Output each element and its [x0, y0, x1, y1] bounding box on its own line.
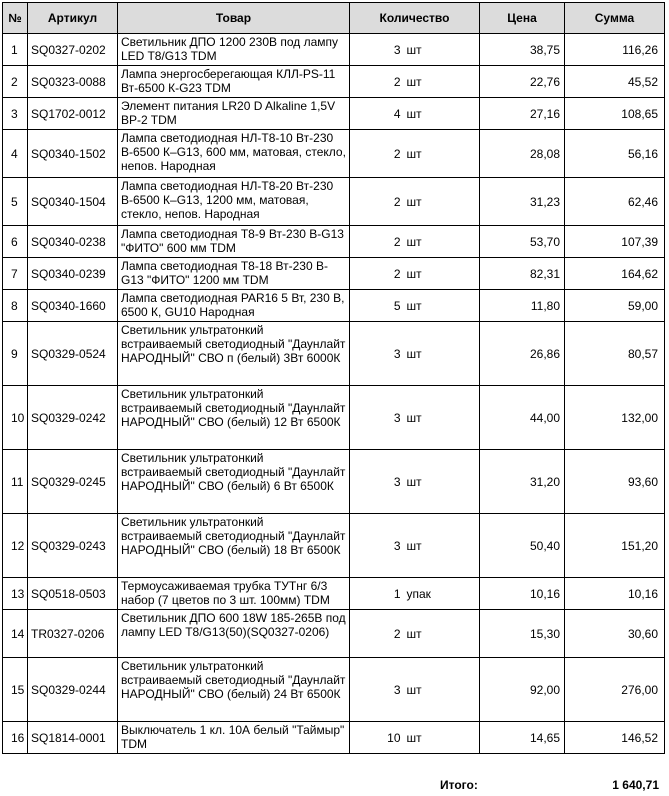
cell-num: 2	[3, 66, 28, 98]
table-row	[3, 450, 665, 514]
cell-price: 92,00	[480, 658, 565, 722]
cell-article: SQ0329-0245	[28, 450, 118, 514]
cell-product: Светильник ультратонкий встраиваемый светодиодный "Даунлайт НАРОДНЫЙ" СВО (белый) 12 Вт 6500К	[118, 386, 350, 450]
cell-num: 15	[3, 658, 28, 722]
cell-num: 4	[3, 130, 28, 178]
cell-quantity: 1	[350, 578, 405, 610]
cell-price: 26,86	[480, 322, 565, 386]
cell-product: Светильник ДПО 1200 230В под лампу LED T8/G13 TDM	[118, 34, 350, 66]
cell-sum: 164,62	[565, 258, 665, 290]
cell-sum: 108,65	[565, 98, 665, 130]
cell-article: SQ0340-0239	[28, 258, 118, 290]
cell-unit: шт	[405, 722, 480, 754]
cell-article: SQ0340-1660	[28, 290, 118, 322]
cell-quantity: 2	[350, 66, 405, 98]
cell-num: 16	[3, 722, 28, 754]
cell-product: Лампа энергосберегающая КЛЛ-PS-11 Вт-6500 К-G23 TDM	[118, 66, 350, 98]
cell-num: 12	[3, 514, 28, 578]
table-body	[3, 34, 665, 754]
cell-product: Элемент питания LR20 D Alkaline 1,5V BP-2 TDM	[118, 98, 350, 130]
cell-article: SQ0518-0503	[28, 578, 118, 610]
cell-num: 8	[3, 290, 28, 322]
cell-price: 38,75	[480, 34, 565, 66]
total-label: Итого:	[440, 778, 478, 792]
cell-quantity: 2	[350, 610, 405, 658]
cell-price: 28,08	[480, 130, 565, 178]
table-row	[3, 722, 665, 754]
cell-unit: шт	[405, 514, 480, 578]
table-row	[3, 386, 665, 450]
cell-price: 11,80	[480, 290, 565, 322]
cell-num: 7	[3, 258, 28, 290]
cell-sum: 56,16	[565, 130, 665, 178]
invoice-table	[2, 2, 665, 754]
header-product: Товар	[118, 3, 350, 34]
cell-num: 10	[3, 386, 28, 450]
table-row	[3, 34, 665, 66]
cell-quantity: 3	[350, 34, 405, 66]
cell-article: SQ0340-1502	[28, 130, 118, 178]
cell-price: 27,16	[480, 98, 565, 130]
cell-quantity: 2	[350, 226, 405, 258]
cell-sum: 10,16	[565, 578, 665, 610]
cell-product: Светильник ультратонкий встраиваемый светодиодный "Даунлайт НАРОДНЫЙ" СВО п (белый) 3Вт 6000К	[118, 322, 350, 386]
cell-article: SQ0323-0088	[28, 66, 118, 98]
cell-product: Лампа светодиодная НЛ-Т8-20 Вт-230 В-6500 К–G13, 1200 мм, матовая, стекло, непов. Народная	[118, 178, 350, 226]
cell-article: SQ1702-0012	[28, 98, 118, 130]
table-row	[3, 130, 665, 178]
cell-num: 11	[3, 450, 28, 514]
cell-sum: 62,46	[565, 178, 665, 226]
table-header-row	[3, 3, 665, 34]
cell-num: 9	[3, 322, 28, 386]
cell-unit: шт	[405, 34, 480, 66]
header-price: Цена	[480, 3, 565, 34]
cell-num: 13	[3, 578, 28, 610]
cell-quantity: 10	[350, 722, 405, 754]
cell-unit: шт	[405, 290, 480, 322]
cell-sum: 107,39	[565, 226, 665, 258]
cell-article: SQ0329-0242	[28, 386, 118, 450]
cell-sum: 59,00	[565, 290, 665, 322]
cell-sum: 80,57	[565, 322, 665, 386]
cell-product: Термоусаживаемая трубка ТУТнг 6/3 набор (7 цветов по 3 шт. 100мм) TDM	[118, 578, 350, 610]
cell-sum: 116,26	[565, 34, 665, 66]
cell-price: 53,70	[480, 226, 565, 258]
cell-product: Светильник ультратонкий встраиваемый светодиодный "Даунлайт НАРОДНЫЙ" СВО (белый) 24 Вт 6500К	[118, 658, 350, 722]
table-row	[3, 514, 665, 578]
table-row	[3, 258, 665, 290]
cell-article: SQ0329-0243	[28, 514, 118, 578]
cell-price: 10,16	[480, 578, 565, 610]
table-row	[3, 578, 665, 610]
cell-num: 6	[3, 226, 28, 258]
header-sum: Сумма	[565, 3, 665, 34]
cell-product: Лампа светодиодная НЛ-Т8-10 Вт-230 В-6500 К–G13, 600 мм, матовая, стекло, непов. Народная	[118, 130, 350, 178]
cell-sum: 151,20	[565, 514, 665, 578]
cell-unit: шт	[405, 178, 480, 226]
cell-unit: шт	[405, 98, 480, 130]
cell-sum: 146,52	[565, 722, 665, 754]
header-num: №	[3, 3, 28, 34]
cell-article: SQ0340-0238	[28, 226, 118, 258]
cell-article: SQ0340-1504	[28, 178, 118, 226]
table-row	[3, 322, 665, 386]
cell-product: Светильник ДПО 600 18W 185-265В под лампу LED T8/G13(50)(SQ0327-0206)	[118, 610, 350, 658]
cell-price: 31,23	[480, 178, 565, 226]
table-row	[3, 66, 665, 98]
cell-product: Лампа светодиодная PAR16 5 Вт, 230 В, 6500 К, GU10 Народная	[118, 290, 350, 322]
cell-quantity: 3	[350, 514, 405, 578]
cell-article: SQ0329-0244	[28, 658, 118, 722]
cell-quantity: 4	[350, 98, 405, 130]
cell-product: Лампа светодиодная T8-9 Вт-230 В-G13 "ФИТО" 600 мм TDM	[118, 226, 350, 258]
cell-num: 14	[3, 610, 28, 658]
cell-product: Светильник ультратонкий встраиваемый светодиодный "Даунлайт НАРОДНЫЙ" СВО (белый) 18 Вт 6500К	[118, 514, 350, 578]
table-row	[3, 226, 665, 258]
cell-price: 82,31	[480, 258, 565, 290]
cell-num: 3	[3, 98, 28, 130]
cell-price: 15,30	[480, 610, 565, 658]
cell-unit: шт	[405, 258, 480, 290]
cell-num: 5	[3, 178, 28, 226]
cell-article: SQ0329-0524	[28, 322, 118, 386]
cell-num: 1	[3, 34, 28, 66]
cell-price: 22,76	[480, 66, 565, 98]
table-row	[3, 178, 665, 226]
cell-quantity: 3	[350, 386, 405, 450]
cell-unit: шт	[405, 450, 480, 514]
cell-price: 31,20	[480, 450, 565, 514]
cell-quantity: 2	[350, 258, 405, 290]
cell-unit: шт	[405, 66, 480, 98]
cell-quantity: 3	[350, 322, 405, 386]
cell-article: TR0327-0206	[28, 610, 118, 658]
header-quantity: Количество	[350, 3, 480, 34]
cell-sum: 276,00	[565, 658, 665, 722]
header-article: Артикул	[28, 3, 118, 34]
cell-unit: шт	[405, 386, 480, 450]
table-row	[3, 610, 665, 658]
cell-sum: 45,52	[565, 66, 665, 98]
total-value: 1 640,71	[612, 778, 659, 792]
cell-quantity: 5	[350, 290, 405, 322]
cell-quantity: 3	[350, 658, 405, 722]
cell-sum: 93,60	[565, 450, 665, 514]
cell-unit: шт	[405, 658, 480, 722]
table-row	[3, 290, 665, 322]
table-row	[3, 658, 665, 722]
cell-quantity: 2	[350, 130, 405, 178]
cell-price: 50,40	[480, 514, 565, 578]
cell-unit: упак	[405, 578, 480, 610]
cell-quantity: 2	[350, 178, 405, 226]
cell-unit: шт	[405, 130, 480, 178]
cell-product: Выключатель 1 кл. 10А белый "Таймыр" TDM	[118, 722, 350, 754]
cell-sum: 132,00	[565, 386, 665, 450]
cell-unit: шт	[405, 610, 480, 658]
cell-sum: 30,60	[565, 610, 665, 658]
cell-unit: шт	[405, 226, 480, 258]
cell-article: SQ1814-0001	[28, 722, 118, 754]
cell-article: SQ0327-0202	[28, 34, 118, 66]
cell-price: 14,65	[480, 722, 565, 754]
cell-quantity: 3	[350, 450, 405, 514]
cell-price: 44,00	[480, 386, 565, 450]
cell-product: Светильник ультратонкий встраиваемый светодиодный "Даунлайт НАРОДНЫЙ" СВО (белый) 6 Вт 6500К	[118, 450, 350, 514]
cell-unit: шт	[405, 322, 480, 386]
cell-product: Лампа светодиодная T8-18 Вт-230 В-G13 "ФИТО" 1200 мм TDM	[118, 258, 350, 290]
table-row	[3, 98, 665, 130]
